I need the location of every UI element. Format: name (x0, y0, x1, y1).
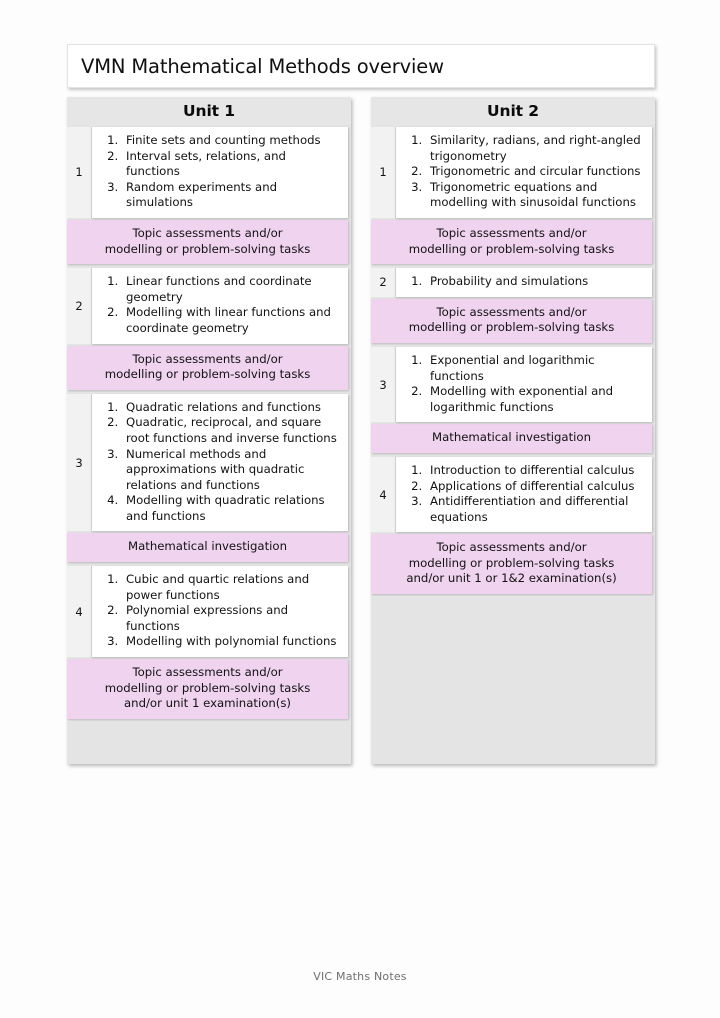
area-of-study-number: 1 (67, 127, 91, 218)
area-of-study-number: 1 (371, 127, 395, 218)
area-of-study-number: 2 (67, 268, 91, 343)
topic-row (371, 455, 655, 534)
topic-list-cell (395, 457, 652, 532)
topic-row (67, 564, 351, 659)
topic-item: 1. Linear functions and coordinate geometry (122, 274, 342, 305)
assessment-row (67, 659, 351, 721)
topic-row (371, 345, 655, 424)
area-of-study-number: 3 (67, 394, 91, 532)
assessment-band (67, 533, 348, 562)
topic-list-cell (395, 347, 652, 422)
assessment-band (67, 659, 348, 719)
unit-1-body (67, 125, 351, 764)
topic-list (402, 353, 646, 415)
topic-row (67, 266, 351, 345)
assessment-band (371, 299, 652, 343)
page-title: VMN Mathematical Methods overview (81, 54, 444, 78)
topic-list-cell (91, 268, 348, 343)
area-of-study-number: 3 (371, 347, 395, 422)
topic-row (371, 125, 655, 220)
topic-item: 2. Quadratic, reciprocal, and square root functions and inverse functions (122, 415, 342, 446)
empty-filler-cell (67, 721, 351, 764)
assessment-row (371, 534, 655, 596)
topic-list-cell (91, 566, 348, 657)
topic-list (98, 133, 342, 211)
page-footer: VIC Maths Notes (313, 970, 407, 983)
topic-row (371, 266, 655, 299)
document-title-box (67, 44, 655, 88)
assessment-band (371, 534, 652, 594)
assessment-line: Topic assessments and/or (132, 351, 283, 366)
topic-list-cell (395, 127, 652, 218)
topic-item: 3. Random experiments and simulations (122, 180, 342, 211)
assessment-band (67, 346, 348, 390)
topic-item: 2. Polynomial expressions and functions (122, 603, 342, 634)
area-of-study-number: 4 (371, 457, 395, 532)
topic-list (402, 133, 646, 211)
assessment-row (371, 220, 655, 266)
topic-item: 1. Probability and simulations (426, 274, 646, 290)
topic-item: 1. Exponential and logarithmic functions (426, 353, 646, 384)
topic-list (98, 400, 342, 525)
unit-column-1 (67, 97, 351, 764)
assessment-line: modelling or problem-solving tasks (408, 241, 615, 256)
assessment-row (67, 533, 351, 564)
unit-column-2 (371, 97, 655, 764)
assessment-line: Topic assessments and/or (436, 304, 587, 319)
unit-2-body (371, 125, 655, 764)
assessment-line: Mathematical investigation (431, 430, 591, 445)
assessment-band (67, 220, 348, 264)
area-of-study-number: 4 (67, 566, 91, 657)
topic-item: 2. Applications of differential calculus (426, 479, 646, 495)
assessment-line: Mathematical investigation (127, 539, 287, 554)
topic-item: 4. Modelling with quadratic relations and functions (122, 493, 342, 524)
area-of-study-number: 2 (371, 268, 395, 297)
topic-item: 1. Finite sets and counting methods (122, 133, 342, 149)
topic-item: 2. Trigonometric and circular functions (426, 164, 646, 180)
topic-item: 3. Modelling with polynomial functions (122, 634, 342, 650)
assessment-line: modelling or problem-solving tasks (408, 320, 615, 335)
topic-item: 1. Cubic and quartic relations and power functions (122, 572, 342, 603)
topic-item: 3. Antidifferentiation and differential equations (426, 494, 646, 525)
topic-row (67, 392, 351, 534)
topic-list-cell (91, 394, 348, 532)
unit-2-header: Unit 2 (371, 97, 655, 125)
topic-row (67, 125, 351, 220)
assessment-line: modelling or problem-solving tasks (104, 241, 311, 256)
assessment-line: Topic assessments and/or (132, 665, 283, 680)
assessment-row (67, 220, 351, 266)
topic-item: 3. Trigonometric equations and modelling with sinusoidal functions (426, 180, 646, 211)
assessment-line: modelling or problem-solving tasks (104, 367, 311, 382)
topic-item: 2. Interval sets, relations, and functions (122, 149, 342, 180)
assessment-line: modelling or problem-solving tasks (408, 555, 615, 570)
assessment-band (371, 424, 652, 453)
topic-list-cell (91, 127, 348, 218)
topic-item: 1. Similarity, radians, and right-angled trigonometry (426, 133, 646, 164)
assessment-row (67, 346, 351, 392)
assessment-row (371, 424, 655, 455)
assessment-line: and/or unit 1 examination(s) (124, 696, 291, 711)
topic-list (402, 463, 646, 525)
topic-item: 2. Modelling with linear functions and coordinate geometry (122, 305, 342, 336)
assessment-line: modelling or problem-solving tasks (104, 680, 311, 695)
empty-filler-cell (371, 596, 655, 764)
topic-item: 1. Introduction to differential calculus (426, 463, 646, 479)
assessment-line: Topic assessments and/or (436, 540, 587, 555)
assessment-line: Topic assessments and/or (436, 225, 587, 240)
assessment-line: Topic assessments and/or (132, 225, 283, 240)
topic-item: 3. Numerical methods and approximations with quadratic relations and functions (122, 447, 342, 494)
assessment-line: and/or unit 1 or 1&2 examination(s) (406, 571, 617, 586)
topic-list (98, 274, 342, 336)
topic-list-cell (395, 268, 652, 297)
unit-1-header: Unit 1 (67, 97, 351, 125)
topic-item: 1. Quadratic relations and functions (122, 400, 342, 416)
assessment-row (371, 299, 655, 345)
topic-list (402, 274, 646, 290)
topic-list (98, 572, 342, 650)
topic-item: 2. Modelling with exponential and logarithmic functions (426, 384, 646, 415)
assessment-band (371, 220, 652, 264)
